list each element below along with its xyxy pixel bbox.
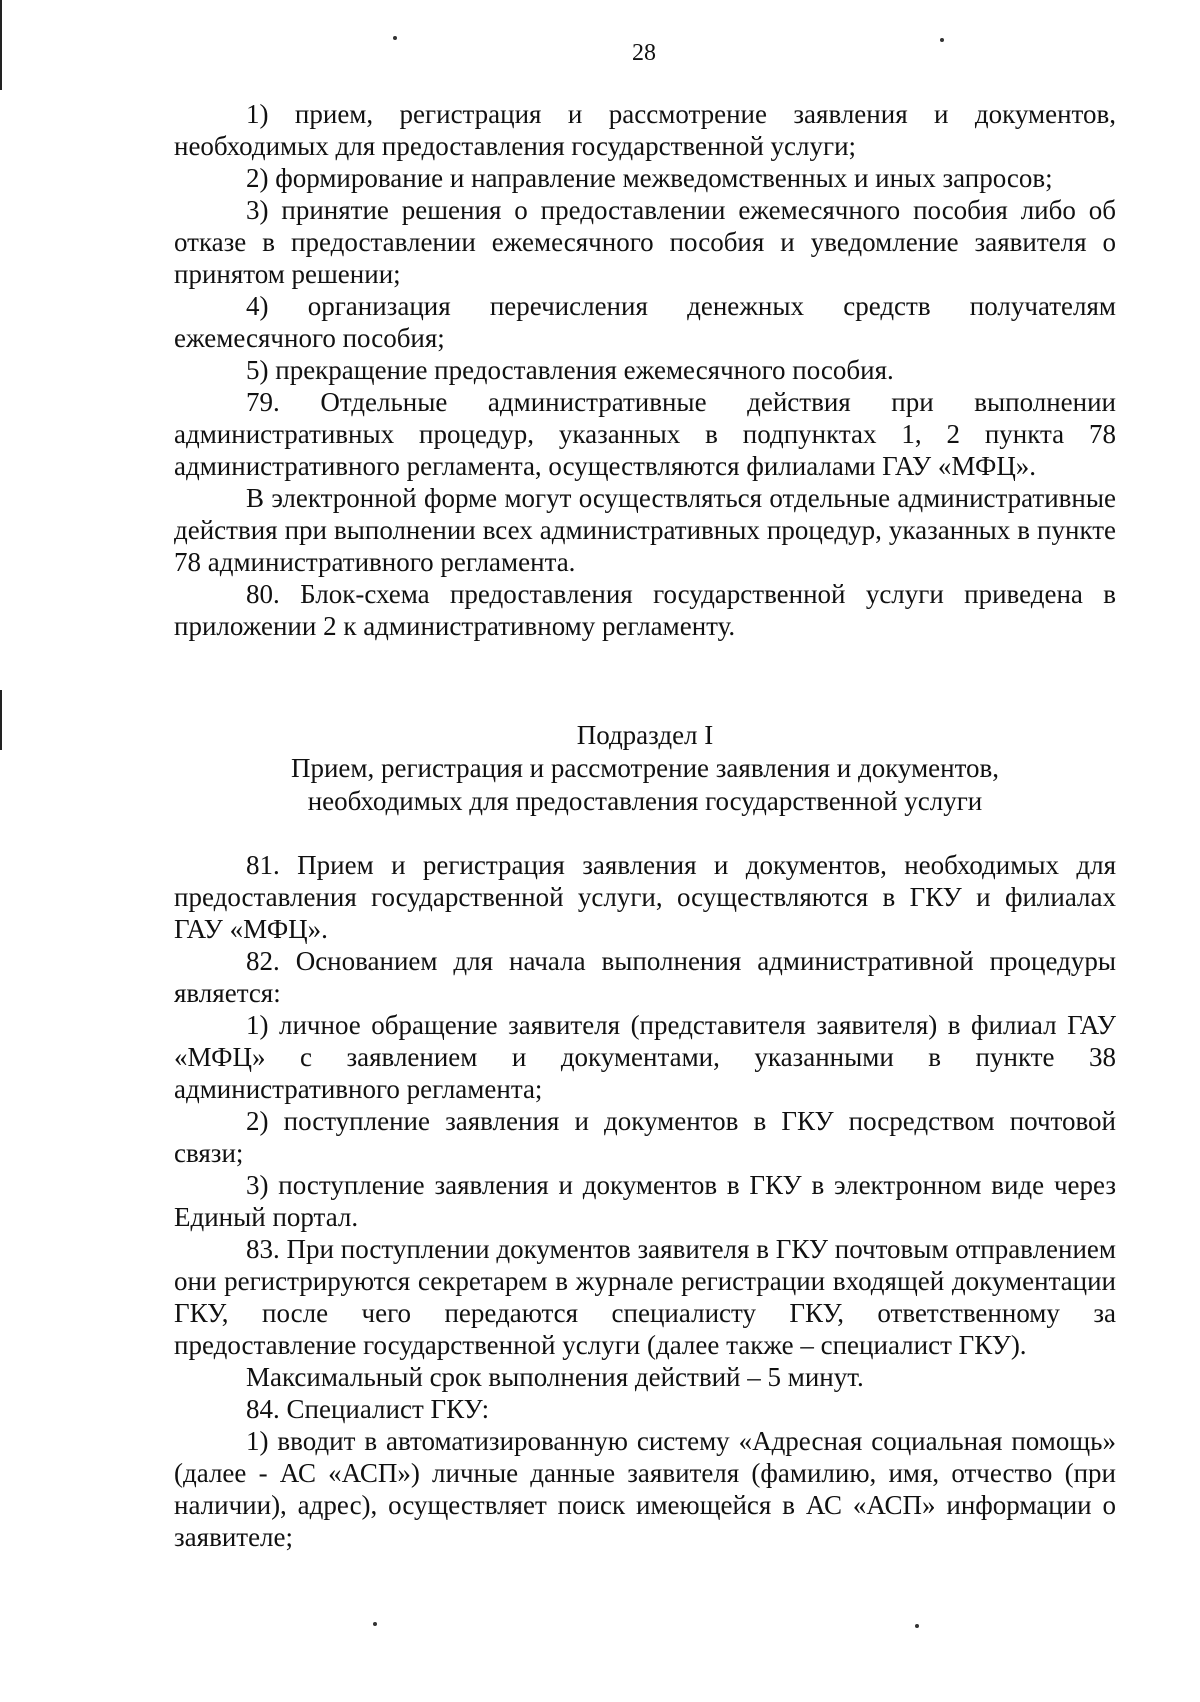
paragraph: В электронной форме могут осуществляться отдельные административные действия при выполнении всех административных процедур, указанных в пункте 78 административного регламента. [174,483,1116,577]
subsection-title-line: необходимых для предоставления государственной услуги [307,786,983,816]
paragraph: 81. Прием и регистрация заявления и документов, необходимых для предоставления государственной услуги, осуществляются в ГКУ и филиалах ГАУ «МФЦ». [174,850,1116,944]
paragraph: 4) организация перечисления денежных средств получателям ежемесячного пособия; [174,291,1116,353]
subsection-title-line: Прием, регистрация и рассмотрение заявления и документов, [290,753,1000,783]
scan-dot [373,1622,377,1626]
subsection-label: Подраздел I [576,720,714,750]
paragraph: 2) формирование и направление межведомственных и иных запросов; [246,163,1053,193]
paragraph: 2) поступление заявления и документов в ГКУ посредством почтовой связи; [174,1106,1116,1168]
paragraph: Максимальный срок выполнения действий – 5 минут. [246,1362,864,1392]
paragraph: 3) принятие решения о предоставлении ежемесячного пособия либо об отказе в предоставлении ежемесячного пособия и уведомление заявителя о принятом решении; [174,195,1116,289]
paragraph: 79. Отдельные административные действия при выполнении административных процедур, указанных в подпунктах 1, 2 пункта 78 административного регламента, осуществляются филиалами ГАУ «МФЦ». [174,387,1116,481]
scan-dot [915,1624,919,1628]
paragraph: 1) прием, регистрация и рассмотрение заявления и документов, необходимых для предоставления государственной услуги; [174,99,1116,161]
paragraph: 82. Основанием для начала выполнения административной процедуры является: [174,946,1116,1008]
paragraph: 83. При поступлении документов заявителя в ГКУ почтовым отправлением они регистрируются секретарем в журнале регистрации входящей документации ГКУ, после чего передаются специалисту ГКУ, ответственному за предоставление государственной услуги (далее также – специалист ГКУ). [174,1234,1116,1360]
paragraph: 5) прекращение предоставления ежемесячного пособия. [246,355,894,385]
bottom-text-block [174,849,1116,1553]
paragraph: 84. Специалист ГКУ: [246,1394,490,1424]
paragraph: 1) вводит в автоматизированную систему «Адресная социальная помощь» (далее - АС «АСП») личные данные заявителя (фамилию, имя, отчество (при наличии), адрес), осуществляет поиск имеющейся в АС «АСП» информации о заявителе; [174,1426,1116,1552]
scan-edge-line [0,690,2,750]
page-number: 28 [632,40,656,66]
top-text-block [174,98,1116,642]
paragraph: 80. Блок-схема предоставления государственной услуги приведена в приложении 2 к административному регламенту. [174,579,1116,641]
paragraph: 1) личное обращение заявителя (представителя заявителя) в филиал ГАУ «МФЦ» с заявлением и документами, указанными в пункте 38 административного регламента; [174,1010,1116,1104]
paragraph: 3) поступление заявления и документов в ГКУ в электронном виде через Единый портал. [174,1170,1116,1232]
